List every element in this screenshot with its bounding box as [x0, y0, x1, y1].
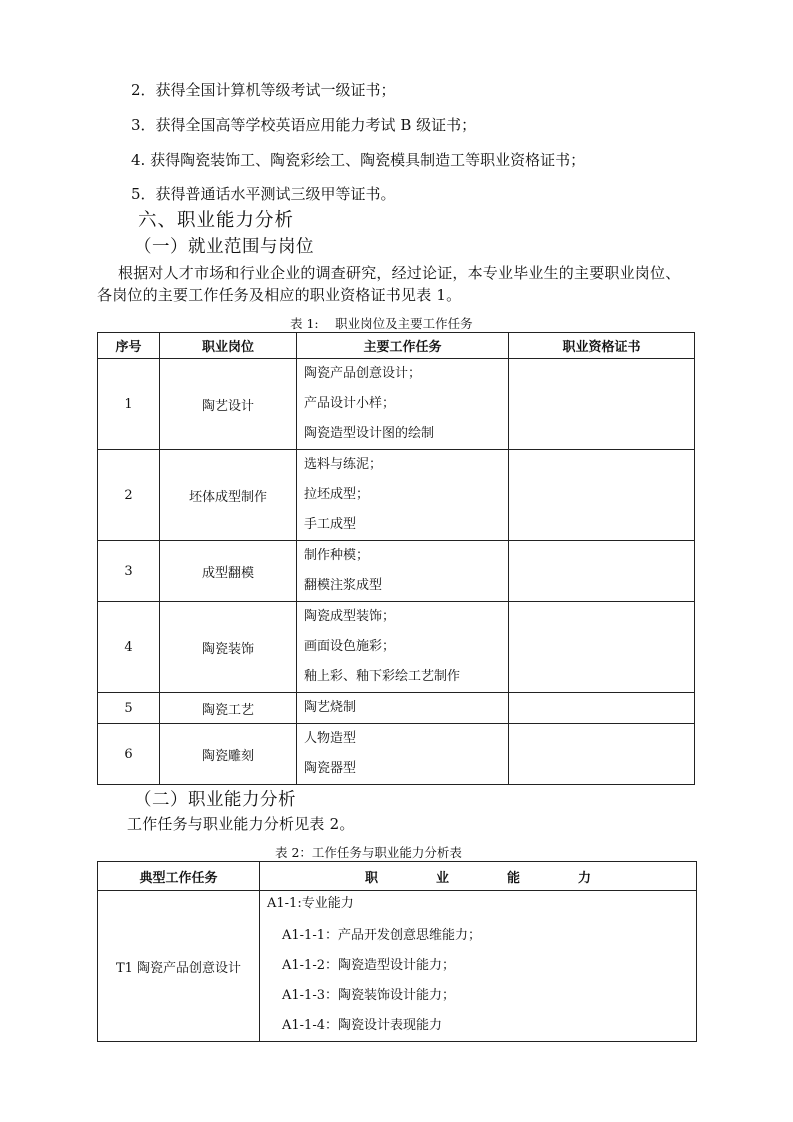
job-post: 陶瓷装饰	[160, 602, 297, 693]
list-item: 3．获得全国高等学校英语应用能力考试 B 级证书；	[131, 116, 477, 134]
subsection-heading: （一）就业范围与岗位	[134, 237, 314, 257]
ability-list	[260, 891, 697, 1042]
column-header: 职业岗位	[160, 333, 297, 359]
task-list	[297, 693, 509, 724]
row-number: 5	[98, 693, 160, 724]
section-heading: 六、职业能力分析	[138, 210, 295, 231]
table-row	[98, 693, 695, 724]
certificate-cell	[509, 724, 695, 785]
column-header: 典型工作任务	[98, 862, 260, 891]
list-item: 5．获得普通话水平测试三级甲等证书。	[131, 185, 396, 203]
list-item: 2．获得全国计算机等级考试一级证书；	[131, 81, 396, 99]
subsection-heading: （二）职业能力分析	[134, 790, 296, 810]
ability-item: A1-1-3：陶瓷装饰设计能力；	[282, 988, 455, 1003]
table-row	[98, 724, 695, 785]
task-item: 手工成型	[304, 517, 357, 532]
certificate-cell	[509, 359, 695, 450]
job-post: 坯体成型制作	[160, 450, 297, 541]
row-number: 2	[98, 450, 160, 541]
paragraph-line: 工作任务与职业能力分析见表 2。	[127, 815, 355, 833]
jobs-table	[97, 332, 695, 785]
ability-item: A1-1-1：产品开发创意思维能力；	[282, 928, 481, 943]
task-item: 陶瓷产品创意设计；	[304, 366, 422, 381]
column-header: 主要工作任务	[297, 333, 509, 359]
task-item: 翻模注浆成型	[304, 578, 383, 593]
table-caption: 表 1: 职业岗位及主要工作任务	[290, 316, 473, 331]
paragraph-line: 各岗位的主要工作任务及相应的职业资格证书见表 1。	[97, 286, 462, 304]
job-post: 成型翻模	[160, 541, 297, 602]
task-item: 陶瓷成型装饰；	[304, 609, 396, 624]
table-row	[98, 541, 695, 602]
job-post: 陶瓷工艺	[160, 693, 297, 724]
task-item: 制作种模；	[304, 548, 370, 563]
task-item: 陶瓷器型	[304, 761, 357, 776]
column-header: 职业资格证书	[509, 333, 695, 359]
task-item: 产品设计小样；	[304, 396, 396, 411]
row-number: 1	[98, 359, 160, 450]
work-task: T1 陶瓷产品创意设计	[98, 891, 260, 1042]
column-header	[260, 862, 697, 891]
job-post: 陶艺设计	[160, 359, 297, 450]
task-list	[297, 724, 509, 785]
task-item: 选料与练泥；	[304, 457, 383, 472]
job-post: 陶瓷雕刻	[160, 724, 297, 785]
task-item: 画面设色施彩；	[304, 639, 396, 654]
task-list	[297, 359, 509, 450]
ability-item: A1-1-4：陶瓷设计表现能力	[282, 1018, 442, 1033]
task-item: 人物造型	[304, 731, 357, 746]
task-item: 陶瓷造型设计图的绘制	[304, 426, 435, 441]
table-row	[98, 602, 695, 693]
row-number: 3	[98, 541, 160, 602]
ability-heading: A1-1:专业能力	[267, 896, 354, 911]
task-item: 拉坯成型；	[304, 487, 370, 502]
ability-item: A1-1-2：陶瓷造型设计能力；	[282, 958, 455, 973]
table-header-row	[98, 862, 697, 891]
certificate-cell	[509, 541, 695, 602]
task-list	[297, 450, 509, 541]
certificate-cell	[509, 602, 695, 693]
certificate-cell	[509, 450, 695, 541]
task-item: 釉上彩、釉下彩绘工艺制作	[304, 669, 461, 684]
task-list	[297, 541, 509, 602]
task-list	[297, 602, 509, 693]
column-header-label: 职业能力	[364, 870, 649, 886]
certificate-cell	[509, 693, 695, 724]
ability-table	[97, 861, 697, 1042]
row-number: 4	[98, 602, 160, 693]
task-item: 陶艺烧制	[304, 700, 357, 715]
table-row	[98, 891, 697, 1042]
table-row	[98, 450, 695, 541]
table-caption: 表 2：工作任务与职业能力分析表	[275, 845, 462, 860]
list-item: 4. 获得陶瓷装饰工、陶瓷彩绘工、陶瓷模具制造工等职业资格证书；	[131, 151, 586, 169]
table-header-row	[98, 333, 695, 359]
column-header: 序号	[98, 333, 160, 359]
table-row	[98, 359, 695, 450]
paragraph-line: 根据对人才市场和行业企业的调查研究，经过论证，本专业毕业生的主要职业岗位、	[118, 264, 681, 282]
row-number: 6	[98, 724, 160, 785]
